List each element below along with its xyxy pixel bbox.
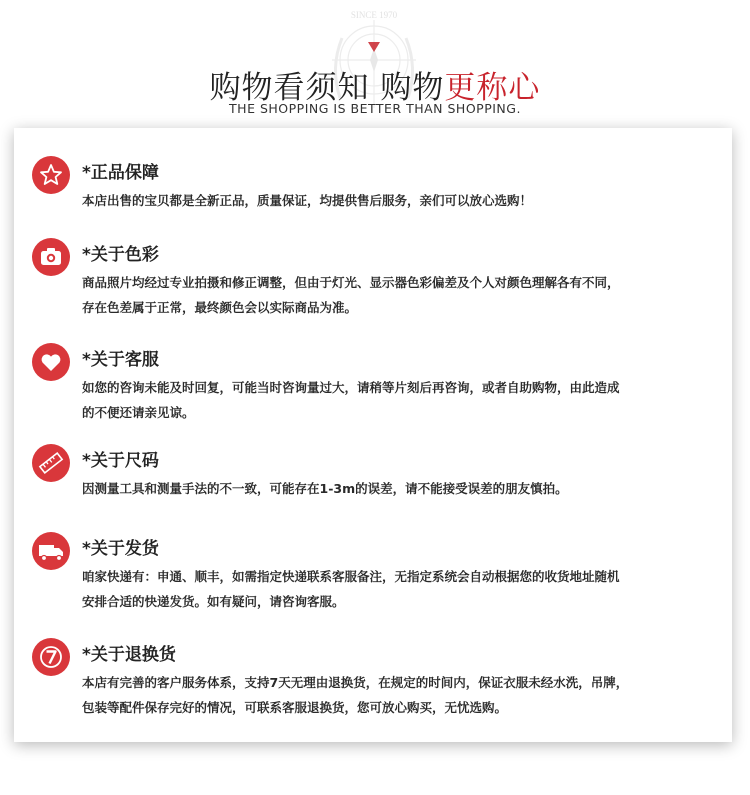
notice-body xyxy=(82,270,707,320)
notice-body xyxy=(82,670,707,720)
notice-title: *关于退换货 xyxy=(82,645,176,665)
notice-title: *关于客服 xyxy=(82,350,159,370)
title-part-3: 更称心 xyxy=(444,70,541,106)
notice-line: 的不便还请亲见谅。 xyxy=(82,405,195,420)
notice-body xyxy=(82,188,707,213)
notice-title: *关于色彩 xyxy=(82,245,159,265)
notice-line: 如您的咨询未能及时回复，可能当时咨询量过大，请稍等片刻后再咨询，或者自助购物，由此造成 xyxy=(82,380,620,395)
notice-line: 商品照片均经过专业拍摄和修正调整，但由于灯光、显示器色彩偏差及个人对颜色理解各有不同， xyxy=(82,275,620,290)
ruler-icon xyxy=(32,444,70,482)
notice-line: 包装等配件保存完好的情况，可联系客服退换货，您可放心购买，无忧选购。 xyxy=(82,700,508,715)
notice-line: 因测量工具和测量手法的不一致，可能存在1-3m的误差，请不能接受误差的朋友慎拍。 xyxy=(82,481,568,496)
title-part-1: 购物看须知 xyxy=(209,70,370,106)
camera-icon xyxy=(32,238,70,276)
page-subtitle: THE SHOPPING IS BETTER THAN SHOPPING. xyxy=(229,101,521,116)
notice-line: 咱家快递有：申通、顺丰，如需指定快递联系客服备注，无指定系统会自动根据您的收货地址随机 xyxy=(82,569,620,584)
notice-line: 本店有完善的客户服务体系，支持7天无理由退换货，在规定的时间内，保证衣服未经水洗，吊牌， xyxy=(82,675,629,690)
svg-text:SINCE 1970: SINCE 1970 xyxy=(350,10,398,20)
notice-line: 本店出售的宝贝都是全新正品，质量保证，均提供售后服务，亲们可以放心选购！ xyxy=(82,193,533,208)
notice-body xyxy=(82,564,707,614)
notice-body xyxy=(82,476,707,501)
seven-days-icon xyxy=(32,638,70,676)
notice-title: *关于发货 xyxy=(82,539,159,559)
title-part-2: 购物 xyxy=(380,70,445,106)
notice-title: *正品保障 xyxy=(82,163,159,183)
notice-body xyxy=(82,375,707,425)
notice-title: *关于尺码 xyxy=(82,451,159,471)
notice-card xyxy=(14,128,732,742)
truck-icon xyxy=(32,532,70,570)
notice-line: 存在色差属于正常，最终颜色会以实际商品为准。 xyxy=(82,300,358,315)
heart-icon xyxy=(32,343,70,381)
notice-line: 安排合适的快递发货。如有疑问，请咨询客服。 xyxy=(82,594,345,609)
header xyxy=(0,0,750,130)
star-icon xyxy=(32,156,70,194)
